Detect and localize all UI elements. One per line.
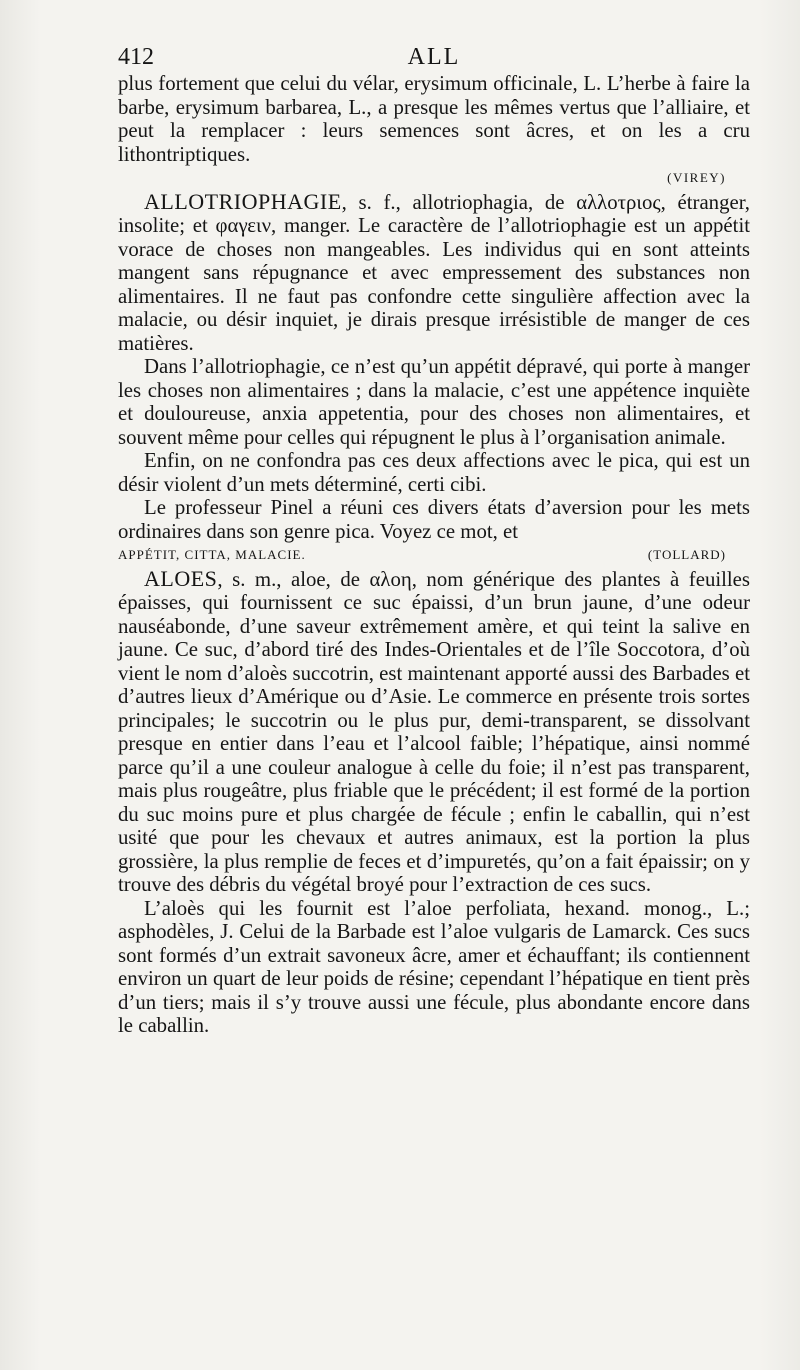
cross-reference-line (118, 543, 750, 567)
paragraph: L’aloès qui les fournit est l’aloe perfoliata, hexand. monog., L.; asphodèles, J. Celui de la Barbade est l’aloe vulgaris de Lamarck. Ces sucs sont formés d’un extrait savoneux âcre, amer et échauffant; ils contiennent environ un quart de leur poids de résine; cependant l’hépatique en tient près d’un tiers; mais il s’y trouve aussi une fécule, plus abondante encore dans le caballin. (118, 896, 750, 1037)
paragraph: Le professeur Pinel a réuni ces divers états d’aversion pour les mets ordinaires dans son genre pica. Voyez ce mot, et (118, 496, 750, 543)
page-number: 412 (118, 44, 154, 70)
entry-allotriophagie-definition: , s. f., allotriophagia, de αλλοτριος, étranger, insolite; et φαγειν, manger. Le caractère de l’allotriophagie est un appétit vorace de choses non mangeables. Les individus qui en sont atteints mangent sans répugnance et avec empressement des substances non alimentaires. Il ne faut pas confondre cette singulière affection avec la malacie, ou désir inquiet, je dirais presque irrésistible de manger de ces matières. (118, 190, 750, 355)
entry-aloes-definition: , s. m., aloe, de αλοη, nom générique des plantes à feuilles épaisses, qui fournissent ce suc épaissi, d’un brun jaune, d’une odeur nauséabonde, d’une saveur extrêmement amère, et qui teint la salive en jaune. Ce suc, d’abord tiré des Indes-Orientales et de l’île Soccotora, d’où vient le nom d’aloès succotrin, est maintenant apporté aussi des Barbades et d’autres lieux d’Amérique ou d’Asie. Le commerce en présente trois sortes principales; le succotrin ou le plus pur, demi-transparent, se dissolvant presque en entier dans l’eau et l’alcool faible; l’hépatique, ainsi nommé parce qu’il a une couleur analogue à celle du foie; il n’est pas transparent, mais plus rougeâtre, plus friable que le précédent; il est formé de la portion du suc moins pure et plus chargée de fécule ; enfin le caballin, qui n’est usité que pour les chevaux et autres animaux, est la portion la plus grossière, la plus remplie de feces et d’impuretés, qu’on a fait épaissir; on y trouve des débris du végétal broyé pour l’extraction de ces sucs. (118, 567, 750, 896)
running-head: ALL (407, 44, 461, 70)
body-text (118, 72, 750, 1038)
page-header (118, 44, 750, 74)
entry-aloes (118, 567, 750, 897)
headword-allotriophagie: ALLOTRIOPHAGIE (144, 188, 342, 214)
entry-allotriophagie (118, 190, 750, 356)
headword-aloes: ALOES (144, 565, 218, 591)
author-signature-virey: (VIREY) (667, 170, 726, 185)
paragraph: Enfin, on ne confondra pas ces deux affections avec le pica, qui est un désir violent d’un mets déterminé, certi cibi. (118, 449, 750, 496)
author-signature-tollard: (TOLLARD) (647, 547, 726, 562)
continued-paragraph: plus fortement que celui du vélar, erysimum officinale, L. L’herbe à faire la barbe, erysimum barbarea, L., a presque les mêmes vertus que l’alliaire, et peut la remplacer : leurs semences sont âcres, et on les a cru lithontriptiques. (118, 72, 750, 166)
paragraph: Dans l’allotriophagie, ce n’est qu’un appétit dépravé, qui porte à manger les choses non alimentaires ; dans la malacie, c’est une appétence inquiète et douloureuse, anxia appetentia, pour des choses non alimentaires, et souvent même pour celles qui répugnent le plus à l’organisation animale. (118, 355, 750, 449)
cross-reference: APPÉTIT, CITTA, MALACIE. (118, 547, 306, 562)
